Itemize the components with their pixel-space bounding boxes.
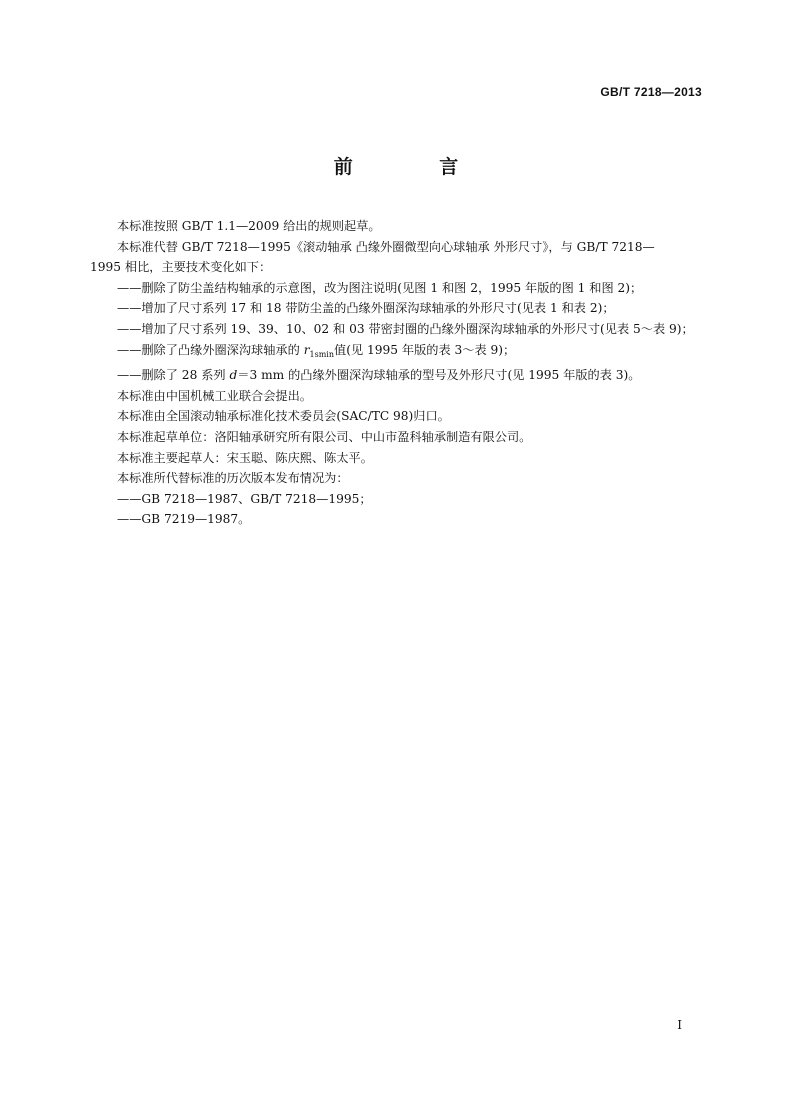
- history-item-1: ——GB 7218—1987、GB/T 7218—1995；: [117, 491, 372, 506]
- change-item-4-prefix: ——删除了凸缘外圈深沟球轴承的: [117, 342, 304, 357]
- paragraph-under-jurisdiction: 本标准由全国滚动轴承标准化技术委员会(SAC/TC 98)归口。: [117, 409, 450, 424]
- change-item-1: ——删除了防尘盖结构轴承的示意图，改为图注说明(见图 1 和图 2，1995 年版的图 1 和图 2)；: [117, 280, 643, 295]
- r-subscript: 1smin: [309, 349, 335, 359]
- paragraph-drafting-rules: 本标准按照 GB/T 1.1—2009 给出的规则起草。: [117, 219, 381, 233]
- paragraph-replaces-line1: 本标准代替 GB/T 7218—1995《滚动轴承 凸缘外圈微型向心球轴承 外形尺寸》，与 GB/T 7218—: [117, 239, 655, 254]
- paragraph-replaces-line2: 1995 相比，主要技术变化如下：: [90, 260, 272, 275]
- change-item-4: [90, 340, 702, 366]
- foreword-body: [90, 216, 702, 530]
- change-item-4-suffix: 值(见 1995 年版的表 3～表 9)；: [334, 342, 516, 357]
- paragraph-history-intro: 本标准所代替标准的历次版本发布情况为：: [117, 471, 349, 486]
- change-item-2: ——增加了尺寸系列 17 和 18 带防尘盖的凸缘外圈深沟球轴承的外形尺寸(见表 1 和表 2)；: [117, 301, 615, 316]
- standard-number: GB/T 7218—2013: [600, 85, 702, 99]
- change-item-3: ——增加了尺寸系列 19、39、10、02 和 03 带密封圈的凸缘外圈深沟球轴承的外形尺寸(见表 5～表 9)；: [117, 321, 694, 336]
- change-item-5: [90, 365, 702, 386]
- paragraph-drafting-units: 本标准起草单位：洛阳轴承研究所有限公司、中山市盈科轴承制造有限公司。: [117, 429, 532, 444]
- history-item-2: ——GB 7219—1987。: [117, 512, 251, 527]
- paragraph-drafters: 本标准主要起草人：宋玉聪、陈庆熙、陈太平。: [117, 450, 373, 465]
- change-item-5-prefix: ——删除了 28 系列: [117, 368, 230, 383]
- r-symbol: r: [303, 342, 310, 357]
- paragraph-proposed-by: 本标准由中国机械工业联合会提出。: [117, 388, 312, 403]
- page-number: I: [677, 1018, 682, 1032]
- d-symbol: d: [229, 368, 238, 383]
- page-title: 前 言: [333, 156, 499, 178]
- change-item-5-suffix: ＝3 mm 的凸缘外圈深沟球轴承的型号及外形尺寸(见 1995 年版的表 3)。: [237, 368, 641, 383]
